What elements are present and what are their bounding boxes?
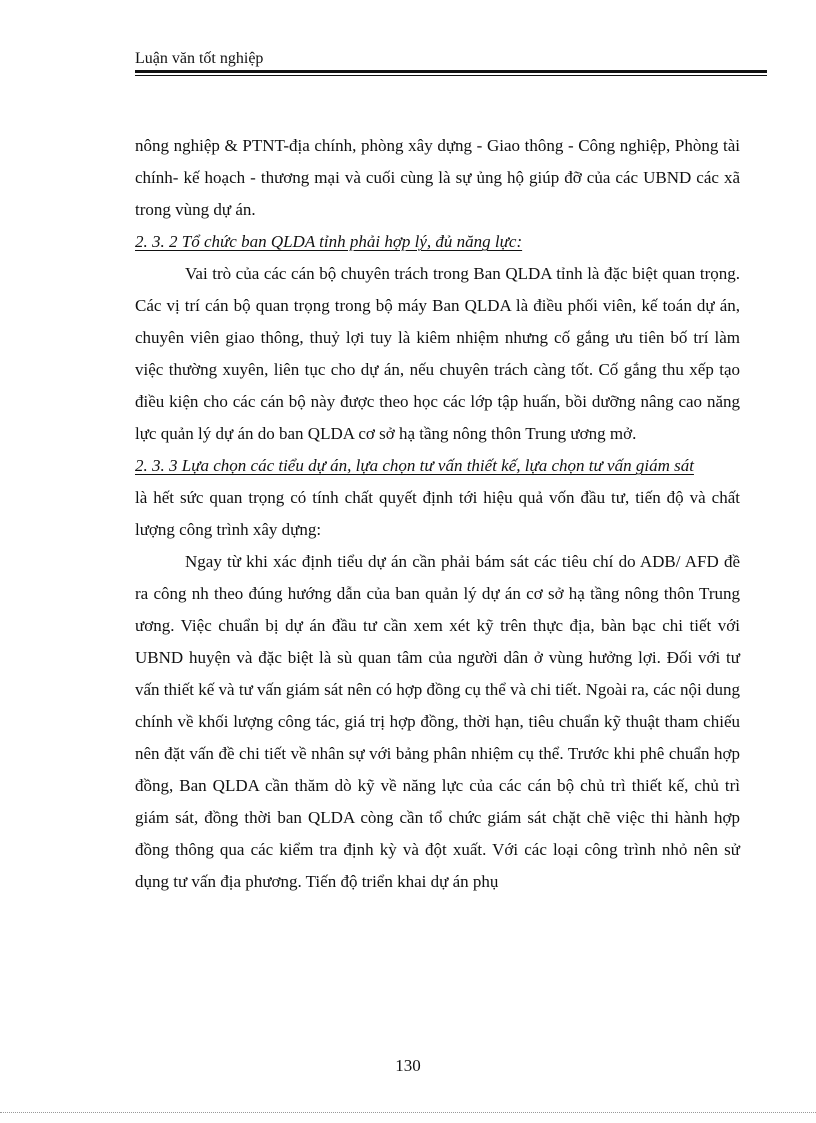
page-content	[135, 130, 740, 898]
header-rule-thick	[135, 70, 767, 73]
header-rule-thin	[135, 75, 767, 76]
page-bottom-border	[0, 1112, 816, 1113]
running-header: Luận văn tốt nghiệp	[135, 50, 264, 67]
page-number: 130	[395, 1056, 421, 1075]
paragraph-role-of-staff: Vai trò của các cán bộ chuyên trách trong Ban QLDA tỉnh là đặc biệt quan trọng. Các vị trí cán bộ quan trọng trong bộ máy Ban QLDA là điều phối viên, kế toán dự án, chuyên viên giao thông, thuỷ lợi tuy là kiêm nhiệm nhưng cố gắng ưu tiên bố trí làm việc thường xuyên, liên tục cho dự án, nếu chuyên trách càng tốt. Cố gắng thu xếp tạo điều kiện cho các cán bộ này được theo học các lớp tập huấn, bồi dưỡng nâng cao năng lực quản lý dự án do ban QLDA cơ sở hạ tầng nông thôn Trung ương mở.	[135, 264, 740, 443]
section-heading-2-3-2: 2. 3. 2 Tổ chức ban QLDA tỉnh phải hợp lý, đủ năng lực:	[135, 232, 523, 251]
paragraph-project-selection: Ngay từ khi xác định tiểu dự án cần phải bám sát các tiêu chí do ADB/ AFD đề ra công nh theo đúng hướng dẫn của ban quản lý dự án cơ sở hạ tầng nông thôn Trung ương. Việc chuẩn bị dự án đầu tư cần xem xét kỹ trên thực địa, bàn bạc chi tiết với UBND huyện và đặc biệt là sù quan tâm của người dân ở vùng hưởng lợi. Đối với tư vấn thiết kế và tư vấn giám sát nên có hợp đồng cụ thể và chi tiết. Ngoài ra, các nội dung chính về khối lượng công tác, giá trị hợp đồng, thời hạn, tiêu chuẩn kỹ thuật tham chiếu nên đặt vấn đề chi tiết về nhân sự với bảng phân nhiệm cụ thể. Trước khi phê chuẩn hợp đồng, Ban QLDA cần thăm dò kỹ về năng lực của các cán bộ chủ trì thiết kế, chủ trì giám sát, đồng thời ban QLDA còng cần tổ chức giám sát chặt chẽ việc thi hành hợp đồng thông qua các kiểm tra định kỳ và đột xuất. Với các loại công trình nhỏ nên sử dụng tư vấn địa phương. Tiến độ triển khai dự án phụ	[135, 552, 740, 891]
paragraph-continuation: nông nghiệp & PTNT-địa chính, phòng xây dựng - Giao thông - Công nghiệp, Phòng tài chính- kế hoạch - thương mại và cuối cùng là sự ủng hộ giúp đỡ của các UBND các xã trong vùng dự án.	[135, 136, 740, 219]
section-heading-2-3-3: 2. 3. 3 Lựa chọn các tiểu dự án, lựa chọn tư vấn thiết kế, lựa chọn tư vấn giám sát	[135, 456, 694, 475]
paragraph-importance: là hết sức quan trọng có tính chất quyết định tới hiệu quả vốn đầu tư, tiến độ và chất lượng công trình xây dựng:	[135, 488, 740, 539]
